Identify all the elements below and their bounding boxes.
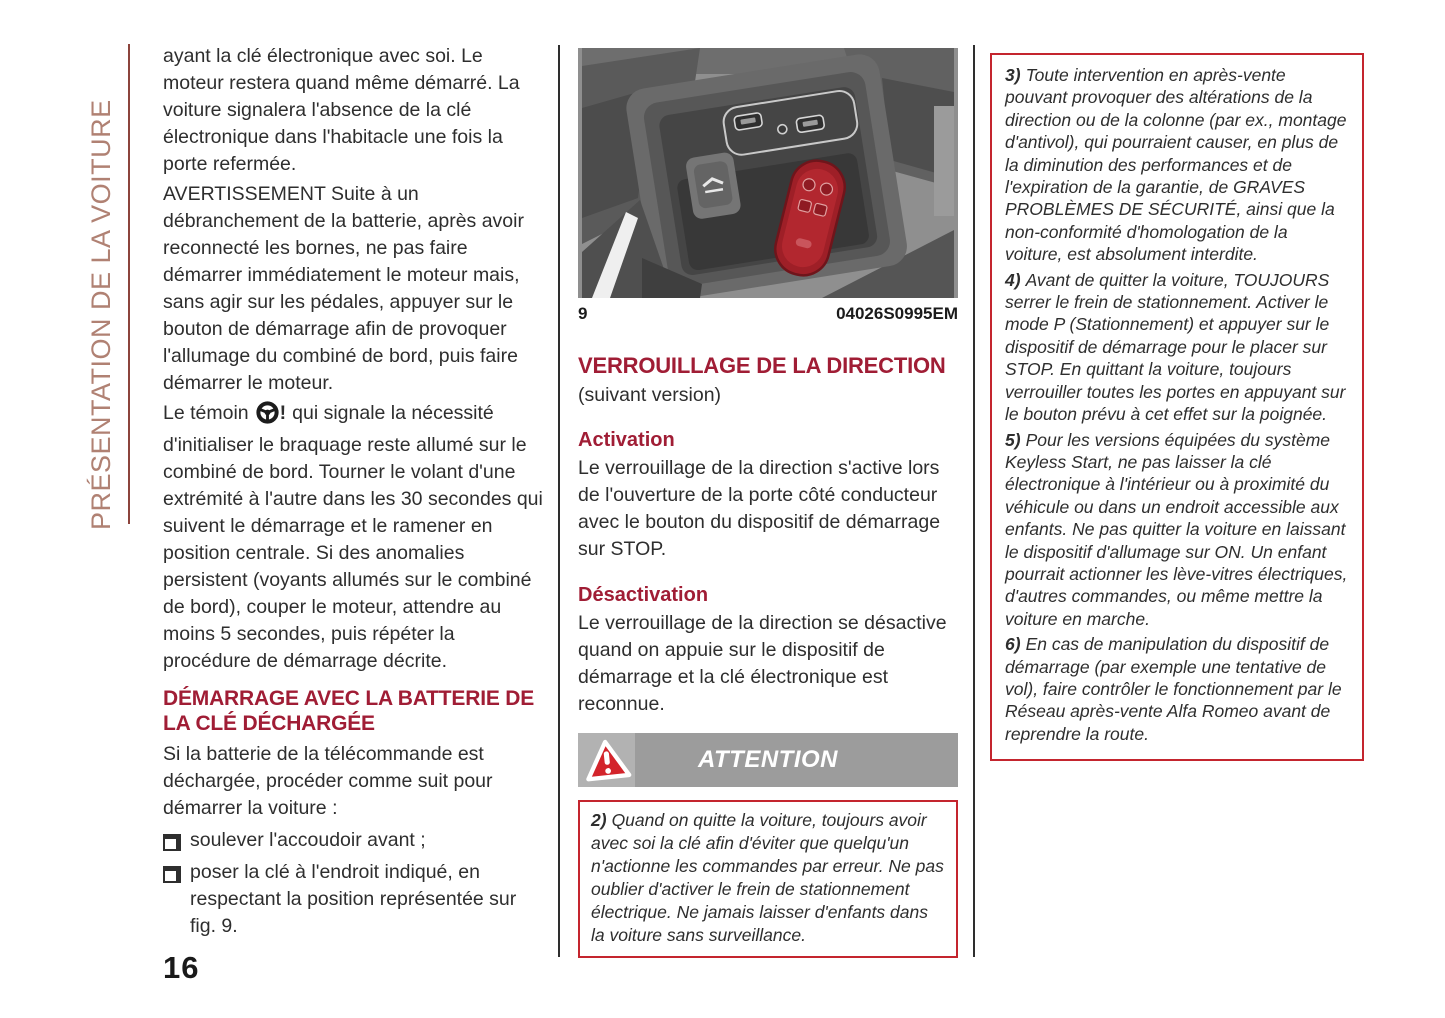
subsection-body-desactivation: Le verrouillage de la direction se désactive quand on appuie sur le dispositif de démarrage et la clé électronique est reconnue. <box>578 612 947 715</box>
section-heading-steering-lock: VERROUILLAGE DE LA DIRECTION <box>578 353 946 378</box>
figure-code: 04026S0995EM <box>836 304 958 323</box>
sidebar-rule <box>128 44 130 524</box>
middle-column <box>578 48 958 958</box>
attention-label: ATTENTION <box>697 746 839 773</box>
console-photo-illustration <box>578 48 958 298</box>
warning-item <box>1005 429 1349 631</box>
attention-banner <box>578 733 958 787</box>
paragraph-avertissement: AVERTISSEMENT Suite à un débranchement de la batterie, après avoir reconnecté les bornes, ne pas faire démarrer immédiatement le moteur mais, sans agir sur les pédales, appuyer sur le bouton de démarrage afin de provoquer l'allumage du combiné de bord, puis faire démarrer le moteur. <box>163 183 524 394</box>
chapter-title-vertical: PRÉSENTATION DE LA VOITURE <box>86 99 116 530</box>
warning-number: 6) <box>1005 634 1021 655</box>
warning-item <box>1005 64 1349 266</box>
section-heading-battery-discharged: DÉMARRAGE AVEC LA BATTERIE DE LA CLÉ DÉCHARGÉE <box>163 687 535 735</box>
paragraph-text: qui signale la nécessité d'initialiser le braquage reste allumé sur le combiné de bord. Tourner le volant d'une extrémité à l'autre dans les 30 secondes qui suivent le démarrage et le ramener en position centrale. Si des anomalies persistent (voyants allumés sur le combiné de bord), couper le moteur, attendre au moins 5 secondes, puis répéter la procédure de démarrage décrite. <box>163 402 543 672</box>
list-item <box>163 827 545 854</box>
square-bullet-icon <box>163 834 181 851</box>
square-bullet-icon <box>163 866 181 883</box>
column-divider-right <box>973 45 975 957</box>
left-column <box>163 43 545 940</box>
warning-exclamation: ! <box>279 402 287 424</box>
list-item-text: poser la clé à l'endroit indiqué, en respectant la position représentée sur fig. 9. <box>190 861 517 937</box>
list-item-text: soulever l'accoudoir avant ; <box>190 829 426 851</box>
section-subtitle: (suivant version) <box>578 384 722 406</box>
figure-number: 9 <box>578 304 588 323</box>
warning-item <box>1005 633 1349 745</box>
warning-number: 5) <box>1005 429 1021 450</box>
paragraph-text: Le témoin <box>163 402 249 424</box>
paragraph: ayant la clé électronique avec soi. Le moteur restera quand même démarré. La voiture signalera l'absence de la clé électronique dans l'habitacle une fois la porte refermée. <box>163 45 520 175</box>
warning-text: Pour les versions équipées du système Keyless Start, ne pas laisser la clé électronique à l'intérieur ou à proximité du véhicule ou dans un endroit accessible aux enfants. Ne pas quitter la voiture en laissant le dispositif d'allumage sur ON. Un enfant pourrait actionner les lève-vitres électriques, d'autres commandes, ou même mettre la voiture en marche. <box>1005 429 1348 629</box>
paragraph-steering-warning <box>163 400 545 675</box>
warning-text: En cas de manipulation du dispositif de démarrage (par exemple une tentative de vol), faire contrôler le fonctionnement par le Réseau après-vente Alfa Romeo avant de reprendre la route. <box>1005 634 1342 744</box>
page-number: 16 <box>163 950 200 985</box>
figure-caption <box>578 304 958 324</box>
figure-console-photo <box>578 48 958 298</box>
subsection-title-desactivation: Désactivation <box>578 584 709 606</box>
warning-number: 4) <box>1005 269 1021 290</box>
warning-box-2 <box>578 800 958 958</box>
list-item <box>163 859 545 940</box>
warning-number: 2) <box>591 810 607 830</box>
warning-box-right <box>990 53 1364 761</box>
steering-wheel-warning-icon <box>256 401 279 432</box>
column-divider-left <box>558 45 560 957</box>
subsection-body-activation: Le verrouillage de la direction s'active lors de l'ouverture de la porte côté conducteur avec le bouton du dispositif de démarrage sur STOP. <box>578 457 941 560</box>
warning-text: Toute intervention en après-vente pouvant provoquer des altérations de la direction ou de la colonne (par ex., montage d'antivol), qui pourraient causer, en plus de la diminution des performances et de l'expiration de la garantie, de GRAVES PROBLÈMES DE SÉCURITÉ, ainsi que la non-conformité d'homologation de la voiture, est absolument interdite. <box>1005 65 1347 265</box>
paragraph-intro: Si la batterie de la télécommande est déchargée, procéder comme suit pour démarrer la voiture : <box>163 743 493 819</box>
warning-number: 3) <box>1005 65 1021 85</box>
warning-text: Quand on quitte la voiture, toujours avoir avec soi la clé afin d'éviter que quelqu'un n'actionne les commandes par erreur. Ne pas oublier d'activer le frein de stationnement électrique. Ne jamais laisser d'enfants dans la voiture sans surveillance. <box>591 810 944 945</box>
subsection-title-activation: Activation <box>578 429 675 451</box>
warning-item <box>1005 269 1349 426</box>
warning-text: Avant de quitter la voiture, TOUJOURS serrer le frein de stationnement. Activer le mode P (Stationnement) et appuyer sur le dispositif de démarrage pour le placer sur STOP. En quittant la voiture, toujours verrouiller toutes les portes en appuyant sur le bouton prévu à cet effet sur la poignée. <box>1005 269 1346 425</box>
